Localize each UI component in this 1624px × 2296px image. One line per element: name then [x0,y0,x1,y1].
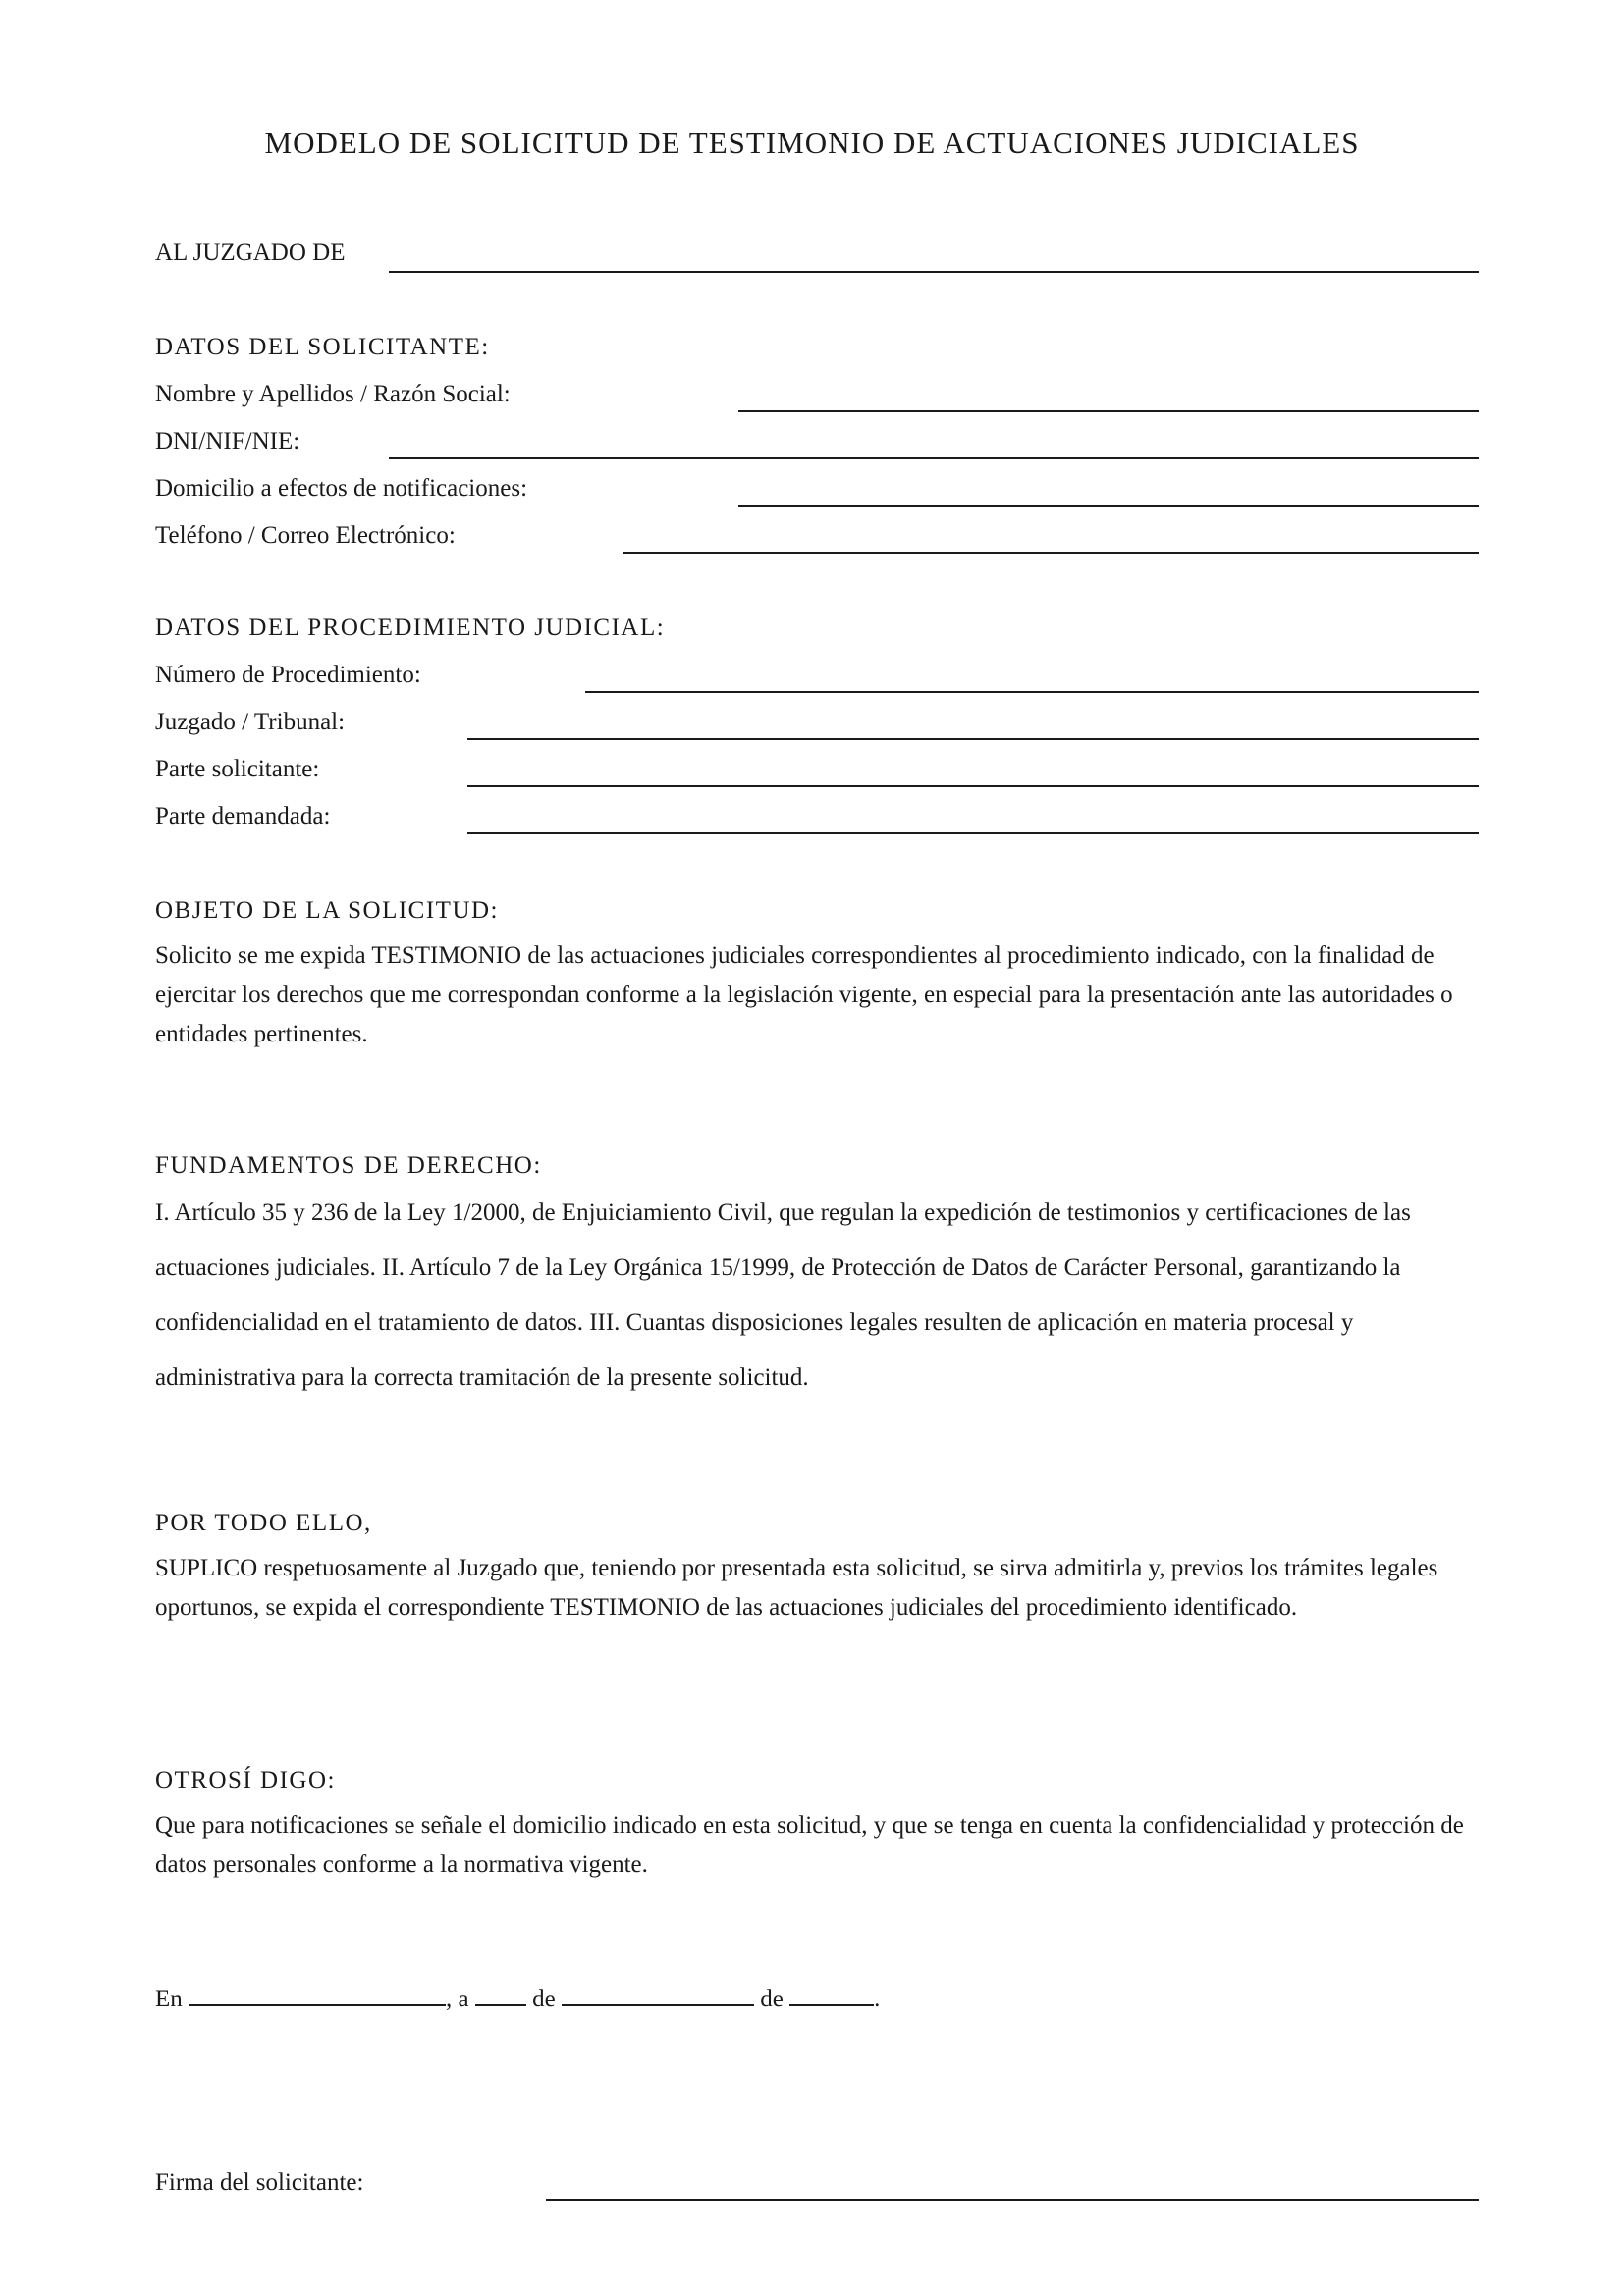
date-line [155,1983,880,2015]
requesting-party-label: Parte solicitante: [155,756,320,782]
contact-label: Teléfono / Correo Electrónico: [155,522,456,549]
procedure-number-label: Número de Procedimiento: [155,662,421,688]
otrosi-heading: OTROSÍ DIGO: [155,1767,336,1793]
request-heading: POR TODO ELLO, [155,1510,372,1536]
procedure-number-field[interactable] [585,691,1479,693]
legal-grounds-heading: FUNDAMENTOS DE DERECHO: [155,1152,542,1179]
defendant-field[interactable] [467,832,1479,834]
requesting-party-field[interactable] [467,785,1479,787]
name-label: Nombre y Apellidos / Razón Social: [155,381,511,407]
address-field[interactable] [738,505,1479,507]
date-en-text: En [155,1986,183,2012]
tribunal-label: Juzgado / Tribunal: [155,709,346,735]
signature-field[interactable] [546,2199,1479,2201]
procedure-heading: DATOS DEL PROCEDIMIENTO JUDICIAL: [155,614,666,641]
date-de-text-2: de [760,1986,784,2012]
applicant-heading: DATOS DEL SOLICITANTE: [155,334,490,360]
address-label: Domicilio a efectos de notificaciones: [155,475,528,502]
day-field[interactable] [475,1983,526,2006]
month-field[interactable] [562,1983,754,2006]
otrosi-text: Que para notificaciones se señale el domicilio indicado en esta solicitud, y que se tenga en cuenta la confidencialidad y protección de datos personales conforme a la normativa vigente. [155,1812,1464,1878]
tribunal-field[interactable] [467,738,1479,740]
contact-field[interactable] [623,552,1479,554]
id-field[interactable] [389,457,1479,459]
legal-grounds-text: I. Artículo 35 y 236 de la Ley 1/2000, de Enjuiciamiento Civil, que regulan la expedición de testimonios y certificaciones de las actuaciones judiciales. II. Artículo 7 de la Ley Orgánica 15/1999, de Protección de Datos de Carácter Personal, garantizando la confidencialidad en el tratamiento de datos. III. Cuantas disposiciones legales resulten de aplicación en materia procesal y administrativa para la correcta tramitación de la presente solicitud. [155,1200,1411,1391]
purpose-text: Solicito se me expida TESTIMONIO de las actuaciones judiciales correspondientes al procedimiento indicado, con la finalidad de ejercitar los derechos que me correspondan conforme a la legislación vigente, en especial para la presentación ante las autoridades o entidades pertinentes. [155,942,1453,1047]
request-text: SUPLICO respetuosamente al Juzgado que, teniendo por presentada esta solicitud, se sirva admitirla y, previos los trámites legales oportunos, se expida el correspondiente TESTIMONIO de las actuaciones judiciales del procedimiento identificado. [155,1555,1438,1621]
date-a-text: , a [446,1986,469,2012]
court-label: AL JUZGADO DE [155,240,346,266]
date-de-text-1: de [532,1986,556,2012]
name-field[interactable] [738,410,1479,412]
date-end-text: . [874,1986,881,2012]
document-title: MODELO DE SOLICITUD DE TESTIMONIO DE ACTUACIONES JUDICIALES [264,126,1360,160]
year-field[interactable] [789,1983,874,2006]
id-label: DNI/NIF/NIE: [155,428,300,454]
city-field[interactable] [189,1983,446,2006]
defendant-label: Parte demandada: [155,803,331,829]
signature-label: Firma del solicitante: [155,2169,364,2196]
purpose-heading: OBJETO DE LA SOLICITUD: [155,897,500,924]
court-field[interactable] [389,271,1479,273]
